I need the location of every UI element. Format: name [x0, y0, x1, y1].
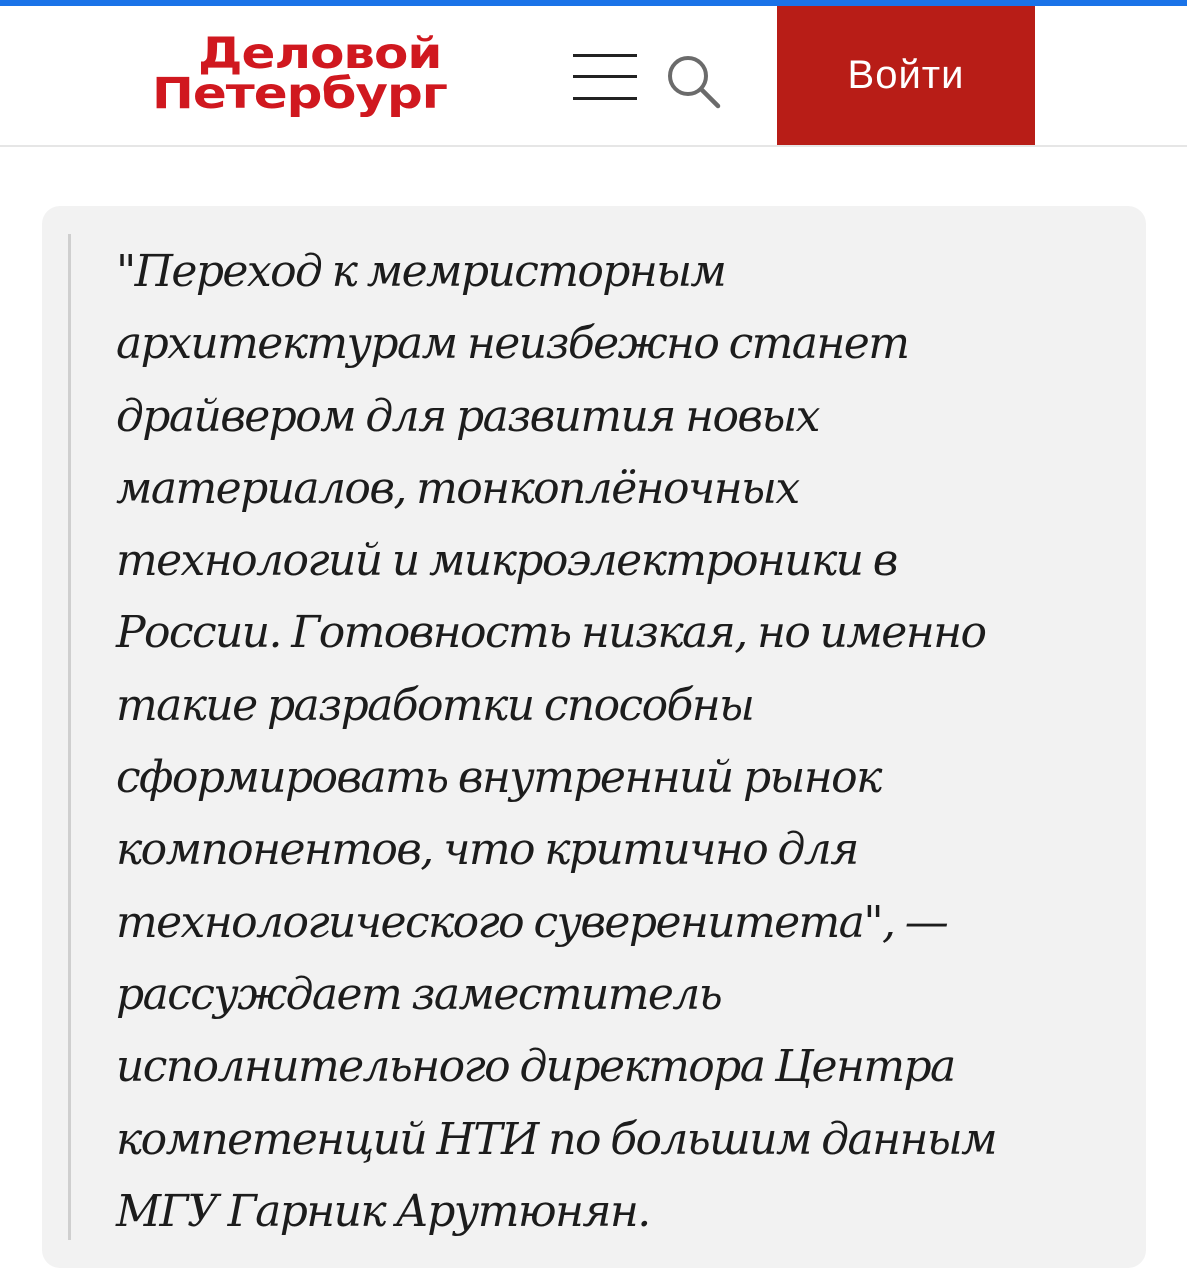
quote-line: компетенций НТИ по большим данным	[116, 1113, 997, 1165]
quote-line: "Переход к мемристорным	[116, 246, 726, 297]
quote-line: сформировать внутренний рынок	[116, 752, 881, 804]
search-icon	[664, 52, 722, 110]
search-button[interactable]	[664, 52, 722, 110]
hamburger-menu-icon	[570, 52, 640, 104]
quote-line: технологического суверенитета", —	[116, 896, 948, 948]
quote-line: исполнительного директора Центра	[116, 1041, 955, 1093]
quote-line: России. Готовность низкая, но именно	[116, 607, 986, 659]
quote-blockquote	[116, 236, 1116, 1248]
logo-line-2: Петербург	[152, 68, 447, 119]
quote-line: архитектурам неизбежно станет	[116, 318, 909, 370]
logo-line-1: Деловой	[198, 28, 442, 79]
site-logo[interactable]	[152, 28, 447, 128]
quote-line: технологий и микроэлектроники в	[116, 535, 897, 587]
quote-line: компонентов, что критично для	[116, 824, 858, 876]
quote-line: рассуждает заместитель	[116, 968, 722, 1020]
menu-button[interactable]	[570, 52, 640, 104]
quote-line: такие разработки способны	[116, 679, 754, 731]
login-button[interactable]: Войти	[777, 6, 1035, 145]
quote-line: драйвером для развития новых	[116, 390, 819, 442]
quote-line: материалов, тонкоплёночных	[116, 462, 799, 514]
quote-left-rule	[68, 234, 71, 1240]
quote-line: МГУ Гарник Арутюнян.	[116, 1185, 650, 1237]
